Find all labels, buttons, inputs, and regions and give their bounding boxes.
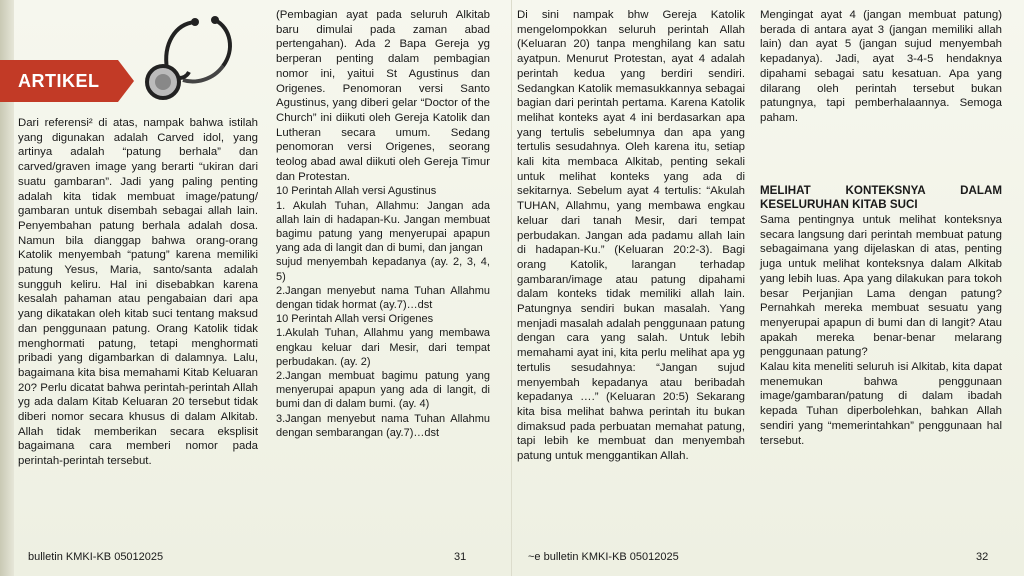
list-item: 2.Jangan menyebut nama Tuhan Allahmu dengan tidak hormat (ay.7)…dst [276, 284, 490, 312]
list-item: 2.Jangan membuat bagimu patung yang menyerupai apapun yang ada di langit, di bumi dan di dalam bumi. (ay. 4) [276, 370, 490, 411]
spacer [760, 126, 1002, 184]
article-badge: ARTIKEL [0, 60, 118, 102]
list-title: 10 Perintah Allah versi Origenes [276, 313, 434, 326]
footer-left-page-number: 31 [454, 551, 467, 563]
list-item: 1.Akulah Tuhan, Allahmu yang membawa engkau keluar dari Mesir, dari tempat perbudakan. (ay. 2) [276, 327, 490, 368]
column-4 [760, 8, 1002, 448]
list-item: 3.Jangan menyebut nama Tuhan Allahmu dengan sembarangan (ay.7)…dst [276, 412, 490, 439]
footer-left-label: bulletin KMKI-KB 05012025 [28, 551, 164, 563]
column-3 [517, 8, 745, 464]
column-1 [18, 116, 258, 469]
paragraph: Dari referensi² di atas, nampak bahwa istilah yang digunakan adalah Carved idol, yang artinya adalah “patung berhala” dan carved/graven image yang berarti “ukiran dari suatu gambaran”. Jadi yang paling penting adalah kita tidak membuat image/patung/ gambaran untuk disembah sebagai allah lain. Penyembahan patung berhala adalah dosa. Namun bila dianggap bahwa orang-orang Katolik menyembah “patung” karena memiliki patung Yesus, Maria, santo/santa adalah sungguh keliru. Hal ini disebabkan karena kesalah pahaman atau pengabaian dari apa yang dikatakan oleh kitab suci tentang maksud dan penggunaan patung. Orang Katolik tidak menghormati patung, tetapi menghormati pribadi yang digambarkan di dalamnya. Lalu, bagaimana kita bisa memahami Kitab Keluaran 20? Perlu dicatat bahwa perintah-perintah Allah yg ada dalam Kitab Keluaran 20 tersebut tidak diberi nomor secara khusus di dalam Alkitab. Allah tidak memberikan secara eksplisit bagaimana cara memberi nomor pada perintah-perintah tersebut. [18, 117, 258, 468]
footer-right-label: ~e bulletin KMKI-KB 05012025 [528, 551, 679, 563]
paragraph: Sama pentingnya untuk melihat konteksnya secara langsung dari perintah membuat patung sebagaimana yang dijelaskan di atas, penting juga untuk melihat konteksnya dalam Alkitab yang lebih luas. Apa yang dilakukan para tokoh besar Perjanjian Lama dengan patung? Pernahkah mereka membuat sesuatu yang menyerupai apapun di bumi dan di langit? Atau apakah mereka benar-benar melarang penggunaan patung? [760, 214, 1002, 359]
paragraph: Mengingat ayat 4 (jangan membuat patung) berada di antara ayat 3 (jangan memiliki allah lain) dan ayat 5 (jangan sujud menyembah kepadanya). Jadi, ayat 3-4-5 hendaknya dipahami sebagai satu kesatuan. Apa yang dilarang oleh perintah tersebut bukan patungnya, tapi pemberhalaannya. Semoga paham. [760, 9, 1002, 124]
stethoscope-icon [135, 14, 245, 114]
column-2 [276, 8, 490, 440]
section-heading: MELIHAT KONTEKSNYA DALAM KESELURUHAN KITAB SUCI [760, 183, 1002, 212]
paragraph: Di sini nampak bhw Gereja Katolik mengelompokkan seluruh perintah Allah (Keluaran 20) tanpa menghilang kan satu ayatpun. Menurut Protestan, ayat 4 adalah perintah kedua yang berdiri sendiri. Sedangkan Katolik memasukkannya sebagai bagian dari perintah pertama. Karena Katolik melihat konteks ayat 4 ini berdasarkan apa yang tertulis sebelumnya dan apa yang tertulis sesudahnya. Oleh karena itu, setiap kali kita membaca Alkitab, penting sekali untuk melihat konteks yang ada di sekitarnya. Sebelum ayat 4 tertulis: “Akulah TUHAN, Allahmu, yang membawa engkau keluar dari tanah Mesir, dari tempat perbudakan. Jangan ada padamu allah lain di hadapan-Ku.” (Keluaran 20:2-3). Bagi orang Katolik, larangan terhadap gambaran/image atau patung dipahami dalam konteks tidak memiliki allah lain. Patungnya sendiri bukan masalah. Yang menjadi masalah adalah penggunaan patung dengan cara yang salah. Untuk lebih memahami ayat ini, kita perlu melihat apa yg tertulis sesudahnya: “Jangan sujud menyembah kepadanya atau beribadah kepadanya ….” (Keluaran 20:5) Sekarang kita bisa melihat bahwa perintah itu bukan dimaksud pada perbuatan memahat patung, tapi lebih ke membuat dan menyembah patung untuk menggantikan Allah. [517, 9, 745, 463]
paragraph: (Pembagian ayat pada seluruh Alkitab baru dimulai pada zaman abad pertengahan). Ada 2 Bapa Gereja yg berperan penting dalam pembagian nomor ini, yaitui St Agustinus dan Origenes. Penomoran versi Santo Agustinus, yang diberi gelar “Doctor of the Church” ini diikuti oleh Gereja Katolik dan Lutheran secara umum. Sedang penomoran versi Origenes, seorang teolog abad awal diikuti oleh Gereja Timur dan Protestan. [276, 9, 490, 183]
list-item: 1. Akulah Tuhan, Allahmu: Jangan ada allah lain di hadapan-Ku. Jangan membuat bagimu patung yang menyerupai apapun yang ada di langit dan di bumi, dan jangan [276, 199, 490, 255]
list-item: sujud menyembah kepadanya (ay. 2, 3, 4, 5) [276, 256, 490, 283]
list-title: 10 Perintah Allah versi Agustinus [276, 185, 437, 198]
footer-right-page-number: 32 [976, 551, 989, 563]
paragraph: Kalau kita meneliti seluruh isi Alkitab, kita dapat menemukan bahwa penggunaan image/gambaran/patung di dalam ibadah kepada Tuhan diperbolehkan, bahkan Allah sendiri yang “memerintahkan” penggunaan hal tersebut. [760, 361, 1002, 447]
